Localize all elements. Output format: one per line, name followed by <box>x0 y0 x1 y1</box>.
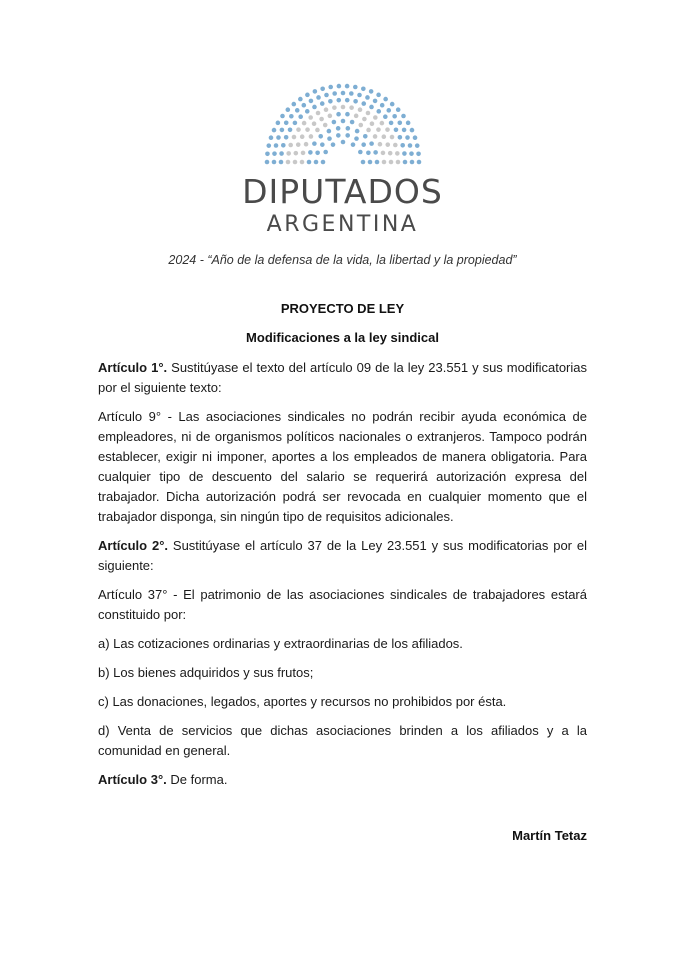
logo-dot <box>273 143 278 148</box>
logo-dot <box>397 135 402 140</box>
article-3-paragraph <box>98 770 587 790</box>
logo-dot <box>316 95 321 100</box>
article-3-text: De forma. <box>166 772 228 787</box>
logo-dot <box>340 105 345 110</box>
logo-dot <box>409 151 414 156</box>
logo-dot <box>354 129 359 134</box>
logo-dot <box>377 142 382 147</box>
brand-title: DIPUTADOS <box>242 172 443 211</box>
logo-dot <box>271 128 276 133</box>
logo-dot <box>353 85 358 90</box>
logo-dot <box>349 91 354 96</box>
logo-dot <box>265 151 270 156</box>
logo-dot <box>280 114 285 119</box>
logo-dot <box>299 134 304 139</box>
logo-dot <box>294 108 299 113</box>
signature: Martín Tetaz <box>512 828 587 843</box>
logo-dot <box>358 150 363 155</box>
logo-dot <box>366 128 371 133</box>
article-2-text: Sustitúyase el artículo 37 de la Ley 23.551 y sus modificatorias por el siguiente: <box>98 538 587 573</box>
logo-dot <box>361 101 366 106</box>
logo-dot <box>358 123 363 128</box>
logo-dot <box>395 107 400 112</box>
logo-dot <box>361 142 366 147</box>
logo-dot <box>264 160 269 165</box>
logo-dot <box>315 111 320 116</box>
logo-dot <box>305 93 310 98</box>
logo-dot <box>330 142 335 147</box>
logo-dot <box>393 143 398 148</box>
logo-dot <box>366 150 371 155</box>
logo-dot <box>286 151 291 156</box>
article-3-label: Artículo 3°. <box>98 772 167 787</box>
logo-dot <box>389 102 394 107</box>
logo-dot <box>402 160 407 165</box>
logo-dot <box>308 150 313 155</box>
logo-dot <box>326 129 331 134</box>
logo-dot <box>383 97 388 102</box>
logo-dot <box>295 142 300 147</box>
logo-dot <box>362 117 367 122</box>
logo-dot <box>287 127 292 132</box>
logo-dot <box>319 117 324 122</box>
logo-dot <box>313 160 318 165</box>
logo-dot <box>379 103 384 108</box>
logo-dot <box>315 128 320 133</box>
logo-dot <box>304 109 309 114</box>
logo-dot <box>266 143 271 148</box>
logo-dot <box>376 93 381 98</box>
logo-dot <box>336 112 341 117</box>
list-item-c: c) Las donaciones, legados, aportes y recursos no prohibidos por ésta. <box>98 694 507 709</box>
logo-dot <box>332 105 337 110</box>
logo-dot <box>288 143 293 148</box>
document-body <box>98 358 587 799</box>
logo-dot <box>373 150 378 155</box>
logo-dot <box>335 126 340 131</box>
logo-dot <box>278 160 283 165</box>
logo-dot <box>416 160 421 165</box>
logo-dot <box>345 112 350 117</box>
logo-dot <box>293 151 298 156</box>
list-item-a: a) Las cotizaciones ordinarias y extraordinarias de los afiliados. <box>98 636 463 651</box>
document-title: PROYECTO DE LEY <box>280 301 405 316</box>
logo-dot <box>409 160 414 165</box>
logo-dot <box>383 114 388 119</box>
logo-dot <box>357 93 362 98</box>
logo-dot <box>397 121 402 126</box>
logo-dot <box>327 114 332 119</box>
logo-dot <box>303 142 308 147</box>
list-item-b: b) Los bienes adquiridos y sus frutos; <box>98 665 314 680</box>
logo-dot <box>279 151 284 156</box>
logo-dot <box>360 160 365 165</box>
logo-dot <box>389 135 394 140</box>
logo-dot <box>285 160 290 165</box>
logo-dot <box>344 84 349 89</box>
article-2-paragraph <box>98 536 587 576</box>
logo-dot <box>276 135 281 140</box>
article-2-label: Artículo 2°. <box>98 538 169 553</box>
logo-dot <box>369 141 374 146</box>
logo-dot <box>271 160 276 165</box>
logo-dot <box>301 103 306 108</box>
logo-dot <box>305 127 310 132</box>
logo-dot <box>409 128 414 133</box>
logo-dot <box>350 142 355 147</box>
logo-dot <box>392 114 397 119</box>
logo-dot <box>401 114 406 119</box>
article-9-replacement-paragraph: Artículo 9° - Las asociaciones sindicales no podrán recibir ayuda económica de empleadores, ni de organismos políticos nacionales o extranjeros. Tampoco podrán establecer, exigir ni imponer, aportes a los empleados de manera obligatoria. Para cualquier tipo de descuento del salario se requerirá autorización expresa del trabajador. Dicha autorización podrá ser revocada en cualquier momento que el trabajador disponga, sin ningún tipo de requisitos adicionales. <box>98 409 587 524</box>
logo-dot <box>320 86 325 91</box>
logo-dot <box>323 107 328 112</box>
logo-dot <box>365 95 370 100</box>
logo-dot <box>323 150 328 155</box>
logo-dot <box>285 107 290 112</box>
list-item-d: d) Venta de servicios que dichas asociaciones brinden a los afiliados y a la comunidad en general. <box>98 723 587 758</box>
logo-dot <box>289 114 294 119</box>
logo-dot <box>340 119 345 124</box>
logo-dot <box>320 142 325 147</box>
logo-dot <box>353 114 358 119</box>
logo-dot <box>361 86 366 91</box>
logo-dot <box>386 108 391 113</box>
logo-dot <box>353 99 358 104</box>
diputados-hemicycle-logo <box>263 82 423 166</box>
logo-dot <box>373 115 378 120</box>
logo-dot <box>369 105 374 110</box>
logo-dot <box>402 151 407 156</box>
logo-dot <box>296 127 301 132</box>
logo-dot <box>395 160 400 165</box>
logo-dot <box>319 101 324 106</box>
logo-dot <box>268 135 273 140</box>
logo-dot <box>340 140 345 145</box>
logo-dot <box>336 98 341 103</box>
logo-dot <box>300 151 305 156</box>
logo-dot <box>312 105 317 110</box>
logo-dot <box>292 121 297 126</box>
logo-dot <box>368 89 373 94</box>
logo-dot <box>401 128 406 133</box>
logo-dot <box>324 93 329 98</box>
logo-dot <box>291 135 296 140</box>
logo-dot <box>312 89 317 94</box>
logo-dot <box>381 134 386 139</box>
logo-dot <box>340 91 345 96</box>
logo-dot <box>345 126 350 131</box>
article-37-replacement-paragraph: Artículo 37° - El patrimonio de las asociaciones sindicales de trabajadores estará constituido por: <box>98 587 587 622</box>
logo-dot <box>301 121 306 126</box>
logo-dot <box>374 160 379 165</box>
logo-dot <box>275 121 280 126</box>
logo-dot <box>349 105 354 110</box>
logo-container <box>0 82 685 166</box>
logo-dot <box>369 121 374 126</box>
logo-dot <box>331 120 336 125</box>
logo-dot <box>283 121 288 126</box>
logo-dot <box>388 160 393 165</box>
logo-dot <box>283 135 288 140</box>
logo-dot <box>365 111 370 116</box>
logo-dot <box>400 143 405 148</box>
logo-dot <box>380 151 385 156</box>
logo-dot <box>312 141 317 146</box>
logo-dot <box>291 102 296 107</box>
logo-dot <box>279 128 284 133</box>
logo-dot <box>407 143 412 148</box>
logo-dot <box>308 134 313 139</box>
logo-dot <box>372 99 377 104</box>
logo-dot <box>344 98 349 103</box>
logo-dot <box>308 99 313 104</box>
article-1-text: Sustitúyase el texto del artículo 09 de la ley 23.551 y sus modificatorias por el siguiente texto: <box>98 360 588 395</box>
logo-dot <box>299 160 304 165</box>
logo-dot <box>414 143 419 148</box>
logo-dot <box>362 134 367 139</box>
logo-dot <box>311 121 316 126</box>
logo-dot <box>405 135 410 140</box>
logo-dot <box>357 107 362 112</box>
logo-dot <box>272 151 277 156</box>
logo-dot <box>388 121 393 126</box>
logo-dot <box>336 84 341 89</box>
logo-dot <box>387 151 392 156</box>
year-motto: 2024 - “Año de la defensa de la vida, la libertad y la propiedad” <box>168 253 517 267</box>
logo-dot <box>298 114 303 119</box>
logo-dot <box>306 160 311 165</box>
logo-dot <box>328 99 333 104</box>
article-1-paragraph <box>98 358 587 398</box>
logo-dot <box>379 121 384 126</box>
logo-dot <box>292 160 297 165</box>
logo-dot <box>354 136 359 141</box>
logo-dot <box>416 151 421 156</box>
logo-dot <box>372 134 377 139</box>
logo-dot <box>376 127 381 132</box>
logo-dot <box>281 143 286 148</box>
logo-dot <box>336 133 341 138</box>
logo-dot <box>349 120 354 125</box>
brand-subtitle: ARGENTINA <box>266 212 419 237</box>
logo-dot <box>318 134 323 139</box>
logo-dot <box>381 160 386 165</box>
logo-dot <box>385 142 390 147</box>
logo-dot <box>345 133 350 138</box>
article-1-label: Artículo 1°. <box>98 360 168 375</box>
logo-dot <box>395 151 400 156</box>
logo-dot <box>328 85 333 90</box>
logo-dot <box>308 115 313 120</box>
document-subtitle: Modificaciones a la ley sindical <box>246 330 439 345</box>
logo-dot <box>412 135 417 140</box>
logo-dot <box>298 97 303 102</box>
logo-dot <box>322 123 327 128</box>
logo-dot <box>327 136 332 141</box>
logo-dot <box>385 127 390 132</box>
logo-dot <box>332 91 337 96</box>
logo-dot <box>367 160 372 165</box>
logo-dot <box>315 150 320 155</box>
logo-dot <box>376 109 381 114</box>
logo-dot <box>405 121 410 126</box>
logo-dot <box>393 127 398 132</box>
logo-dot <box>320 160 325 165</box>
